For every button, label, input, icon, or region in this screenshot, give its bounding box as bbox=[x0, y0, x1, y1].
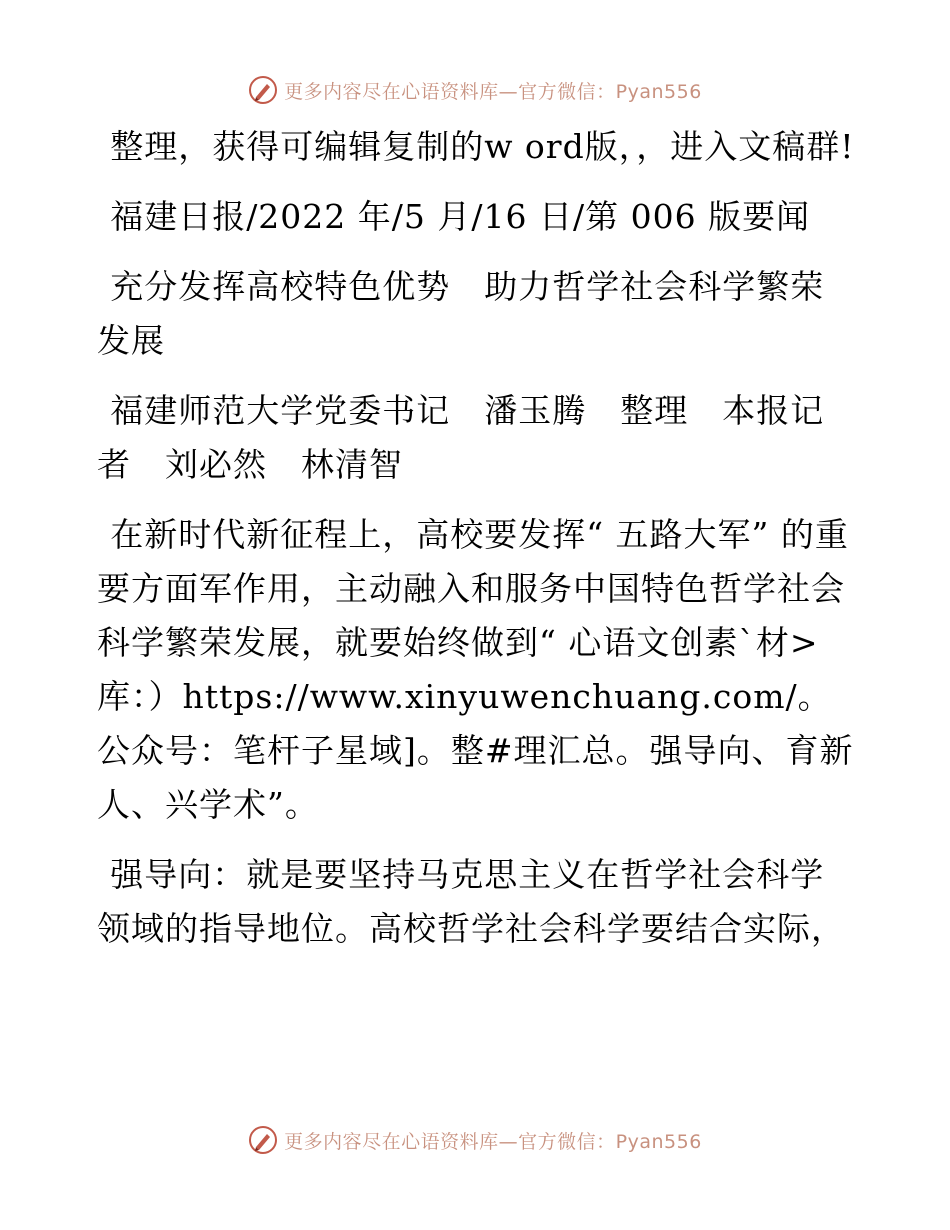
source-line: 福建日报/2022 年/5 月/16 日/第 006 版要闻 bbox=[110, 197, 811, 236]
header-watermark bbox=[0, 70, 950, 110]
pen-logo-icon bbox=[248, 1125, 278, 1155]
document-body bbox=[97, 120, 857, 972]
author-line: 福建师范大学党委书记 潘玉腾 整理 本报记者 刘必然 林清智 bbox=[97, 391, 825, 484]
article-title: 充分发挥高校特色优势 助力哲学社会科学繁荣发展 bbox=[97, 267, 825, 360]
watermark-text: 更多内容尽在心语资料库—官方微信：Pyan556 bbox=[284, 1130, 702, 1153]
body-paragraph: 强导向：就是要坚持马克思主义在哲学社会科学领域的指导地位。高校哲学社会科学要结合实际， bbox=[97, 855, 845, 948]
pen-logo-icon bbox=[248, 75, 278, 105]
body-paragraph: 在新时代新征程上，高校要发挥“ 五路大军” 的重要方面军作用，主动融入和服务中国特色哲学社会科学繁荣发展，就要始终做到“ 心语文创素`材>库：）https://www.xinyuwenchuang.com/。公众号：笔杆子星域]。整#理汇总。强导向、育新人、兴学术”。 bbox=[97, 515, 854, 824]
watermark-text: 更多内容尽在心语资料库—官方微信：Pyan556 bbox=[284, 80, 702, 103]
intro-paragraph: 整理，获得可编辑复制的w ord版，，进入文稿群! bbox=[110, 127, 855, 166]
footer-watermark bbox=[0, 1120, 950, 1160]
